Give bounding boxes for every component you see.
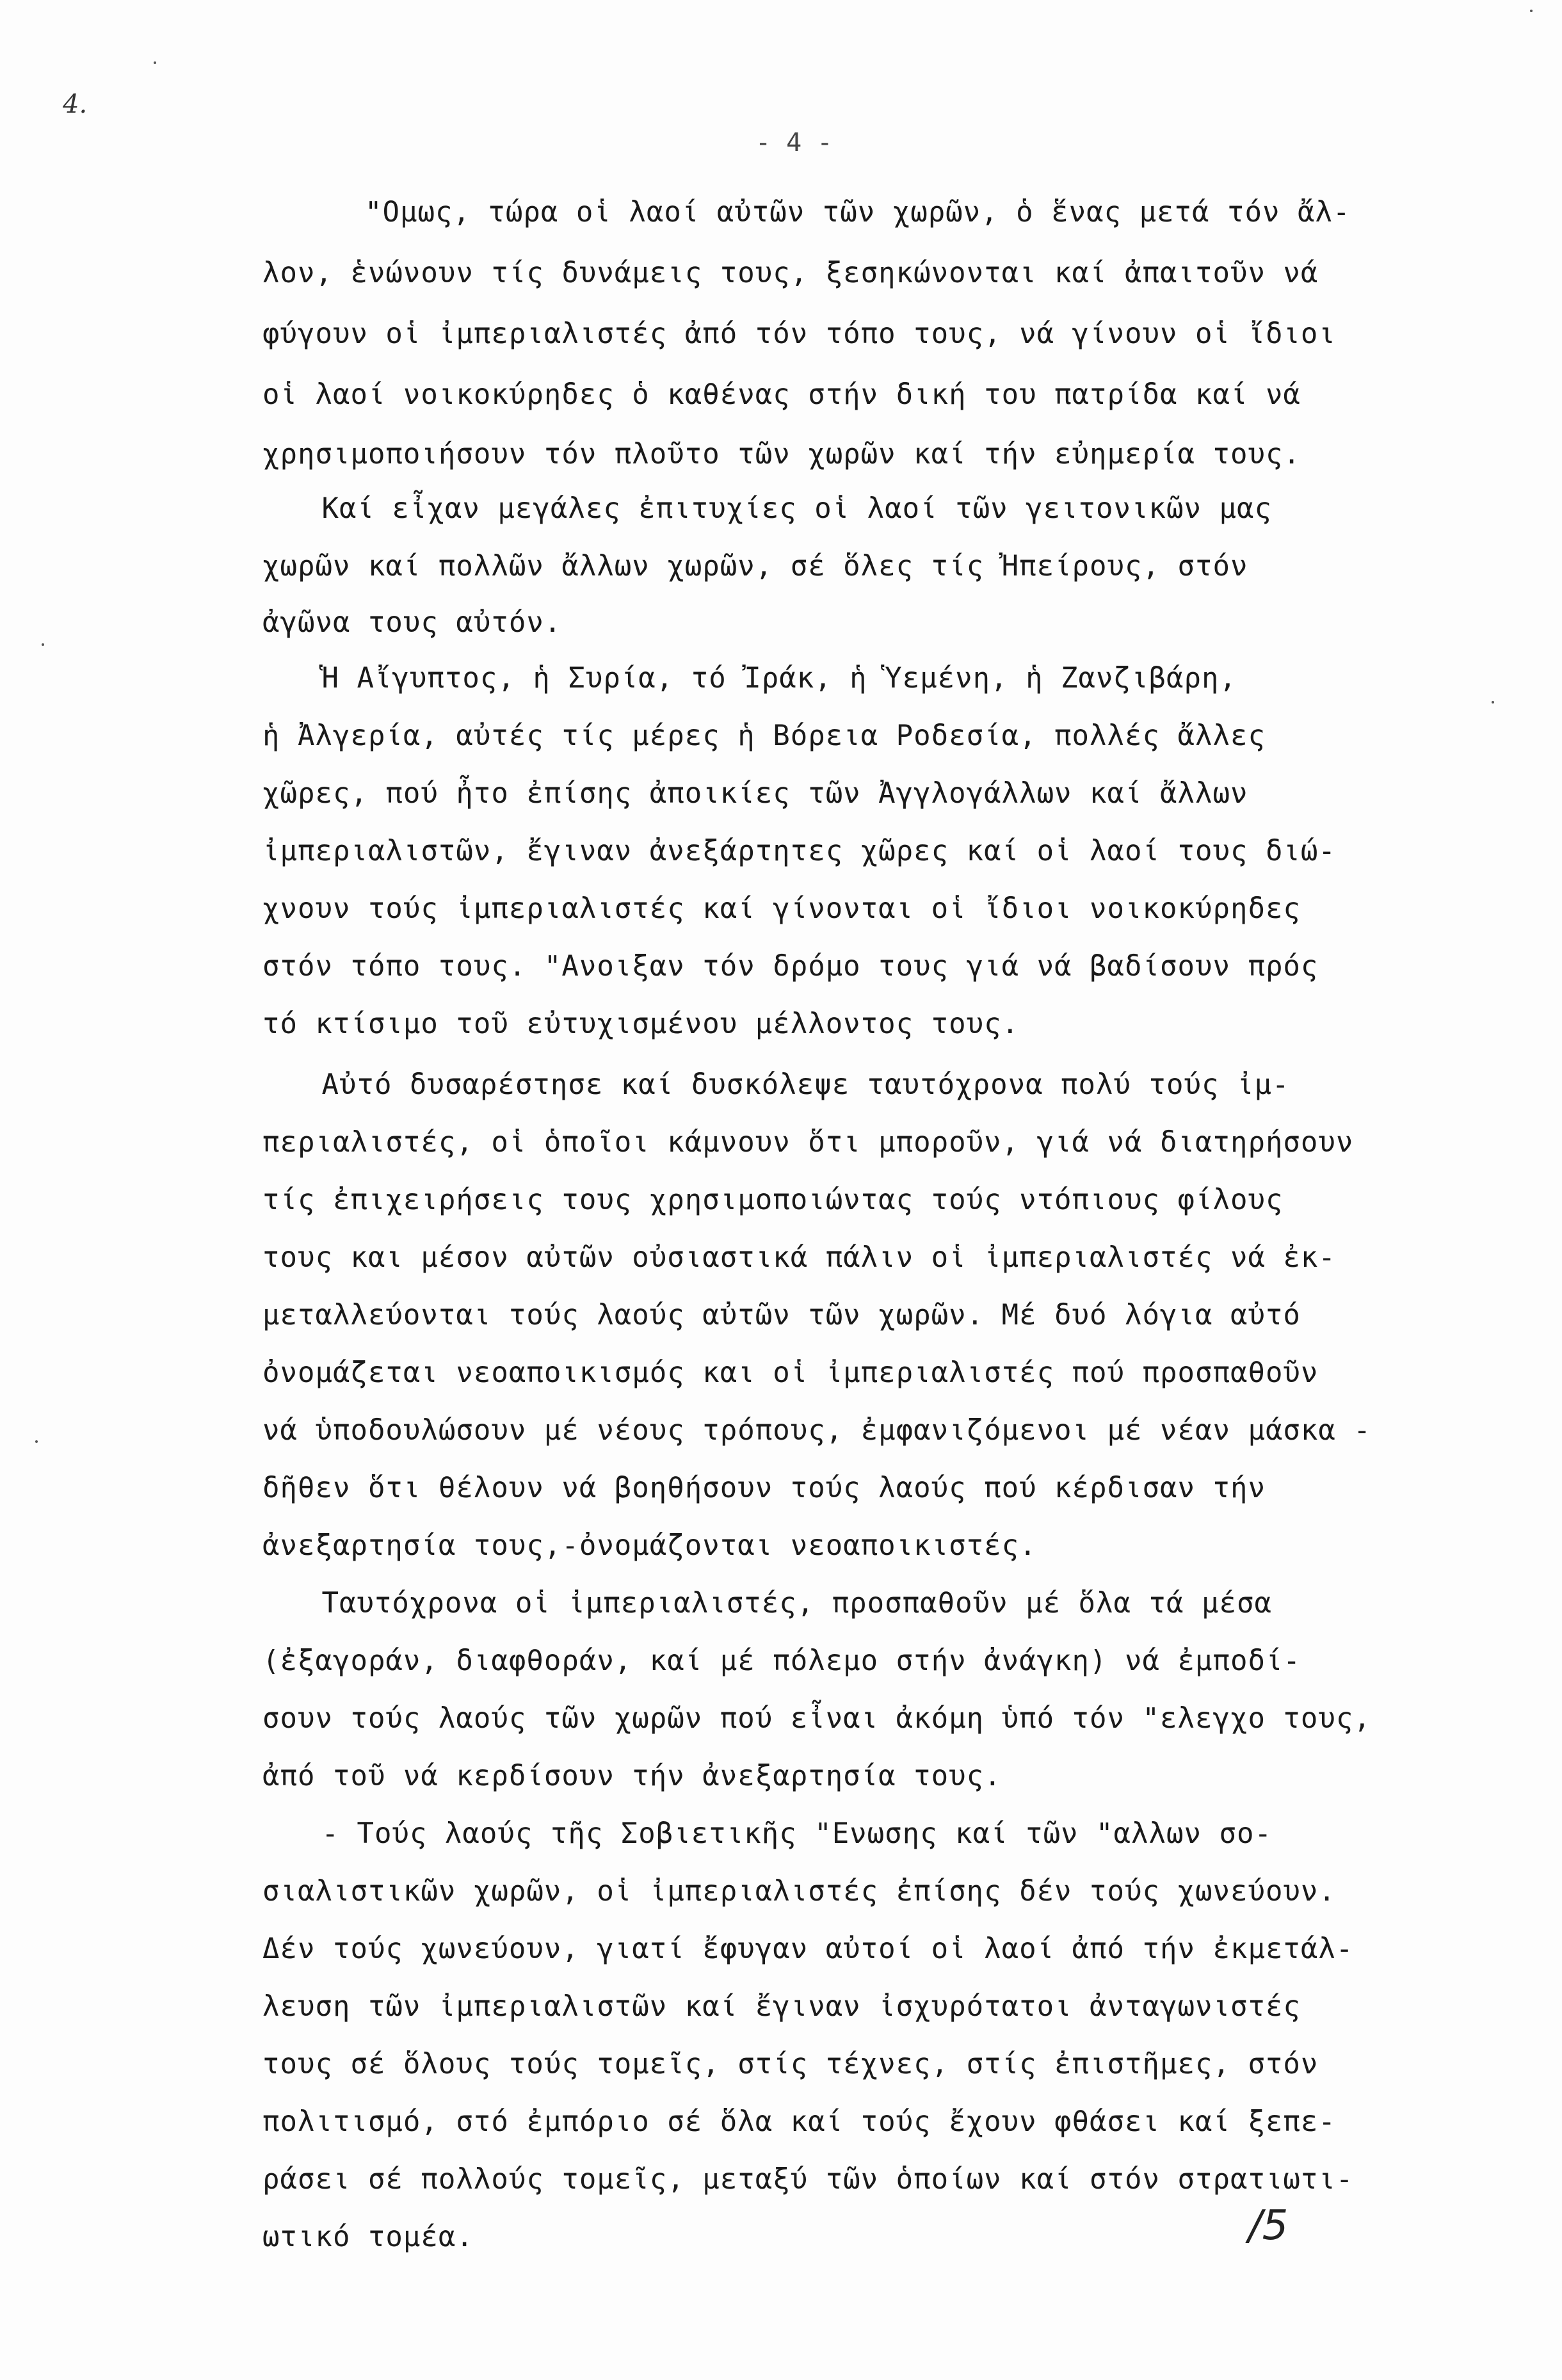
text-line: τους και μέσον αὐτῶν οὐσιαστικά πάλιν οἱ ἰμπεριαλιστές νά ἐκ- — [262, 1241, 1336, 1274]
text-line: νά ὑποδουλώσουν μέ νέους τρόπους, ἐμφανιζόμενοι μέ νέαν μάσκα - — [262, 1414, 1371, 1447]
text-line: χῶρες, πού ἦτο ἐπίσης ἀποικίες τῶν Ἀγγλογάλλων καί ἄλλων — [262, 777, 1248, 810]
page-number: - 4 - — [755, 128, 833, 157]
scan-speck — [154, 61, 156, 64]
text-line: - Τούς λαούς τῆς Σοβιετικῆς "Ενωσης καί τῶν "αλλων σο- — [269, 1817, 1272, 1850]
text-line: λον, ἑνώνουν τίς δυνάμεις τους, ξεσηκώνονται καί ἀπαιτοῦν νά — [262, 257, 1319, 289]
handwritten-corner-mark: 4. — [63, 90, 88, 119]
text-line: ἀγῶνα τους αὐτόν. — [262, 606, 562, 639]
text-line: ἀπό τοῦ νά κερδίσουν τήν ἀνεξαρτησία τους. — [262, 1760, 1002, 1792]
text-line: Αὐτό δυσαρέστησε καί δυσκόλεψε ταυτόχρονα πολύ τούς ἰμ- — [269, 1068, 1290, 1101]
text-line: ωτικό τομέα. — [262, 2221, 474, 2253]
text-line: ράσει σέ πολλούς τομεῖς, μεταξύ τῶν ὁποίων καί στόν στρατιωτι- — [262, 2163, 1354, 2196]
text-line: τό κτίσιμο τοῦ εὐτυχισμένου μέλλοντος τους. — [262, 1008, 1020, 1040]
text-line: "Ομως, τώρα οἱ λαοί αὐτῶν τῶν χωρῶν, ὁ ἕνας μετά τόν ἄλ- — [365, 196, 1351, 229]
scan-speck — [42, 643, 44, 646]
continuation-mark: /5 — [1248, 2202, 1289, 2249]
text-line: χωρῶν καί πολλῶν ἄλλων χωρῶν, σέ ὅλες τίς Ἠπείρους, στόν — [262, 550, 1248, 583]
text-line: ἀνεξαρτησία τους,-ὀνομάζονται νεοαποικιστές. — [262, 1529, 1037, 1562]
text-line: ὀνομάζεται νεοαποικισμός και οἱ ἰμπεριαλιστές πού προσπαθοῦν — [262, 1356, 1319, 1389]
text-line: λευση τῶν ἰμπεριαλιστῶν καί ἔγιναν ἰσχυρότατοι ἀνταγωνιστές — [262, 1990, 1301, 2023]
text-line: δῆθεν ὅτι θέλουν νά βοηθήσουν τούς λαούς πού κέρδισαν τήν — [262, 1472, 1266, 1504]
text-line: χρησιμοποιήσουν τόν πλοῦτο τῶν χωρῶν καί τήν εὐημερία τους. — [262, 438, 1301, 470]
text-line: Ταυτόχρονα οἱ ἰμπεριαλιστές, προσπαθοῦν μέ ὅλα τά μέσα — [269, 1587, 1272, 1620]
text-line: τίς ἐπιχειρήσεις τους χρησιμοποιώντας τούς ντόπιους φίλους — [262, 1184, 1284, 1216]
scan-speck — [1530, 10, 1533, 12]
text-line: τους σέ ὅλους τούς τομεῖς, στίς τέχνες, στίς ἐπιστῆμες, στόν — [262, 2048, 1319, 2080]
text-line: χνουν τούς ἰμπεριαλιστές καί γίνονται οἱ ἴδιοι νοικοκύρηδες — [262, 892, 1301, 925]
text-line: μεταλλεύονται τούς λαούς αὐτῶν τῶν χωρῶν. Μέ δυό λόγια αὐτό — [262, 1299, 1301, 1331]
text-line: ἡ Ἀλγερία, αὐτές τίς μέρες ἡ Βόρεια Ροδεσία, πολλές ἄλλες — [262, 720, 1266, 752]
text-line: φύγουν οἱ ἰμπεριαλιστές ἀπό τόν τόπο τους, νά γίνουν οἱ ἴδιοι — [262, 318, 1336, 350]
text-line: σουν τούς λαούς τῶν χωρῶν πού εἶναι ἀκόμη ὑπό τόν "ελεγχο τους, — [262, 1702, 1371, 1735]
text-line: (ἐξαγοράν, διαφθοράν, καί μέ πόλεμο στήν ἀνάγκη) νά ἐμποδί- — [262, 1644, 1301, 1677]
scan-speck — [1492, 701, 1494, 704]
text-line: στόν τόπο τους. "Ανοιξαν τόν δρόμο τους γιά νά βαδίσουν πρός — [262, 950, 1319, 983]
text-line: περιαλιστές, οἱ ὁποῖοι κάμνουν ὅτι μποροῦν, γιά νά διατηρήσουν — [262, 1126, 1354, 1159]
text-line: σιαλιστικῶν χωρῶν, οἱ ἰμπεριαλιστές ἐπίσης δέν τούς χωνεύουν. — [262, 1875, 1336, 1908]
text-line: πολιτισμό, στό ἐμπόριο σέ ὅλα καί τούς ἔχουν φθάσει καί ξεπε- — [262, 2105, 1336, 2138]
text-line: Καί εἶχαν μεγάλες ἐπιτυχίες οἱ λαοί τῶν γειτονικῶν μας — [269, 492, 1272, 525]
text-line: Δέν τούς χωνεύουν, γιατί ἔφυγαν αὐτοί οἱ λαοί ἀπό τήν ἐκμετάλ- — [262, 1933, 1354, 1965]
text-line: οἱ λαοί νοικοκύρηδες ὁ καθένας στήν δική του πατρίδα καί νά — [262, 378, 1301, 411]
text-line: ἰμπεριαλιστῶν, ἔγιναν ἀνεξάρτητες χῶρες καί οἱ λαοί τους διώ- — [262, 835, 1336, 867]
text-line: Ἡ Αἴγυπτος, ἡ Συρία, τό Ἰράκ, ἡ Ὑεμένη, ἡ Ζανζιβάρη, — [269, 662, 1237, 695]
scan-speck — [35, 1440, 38, 1443]
